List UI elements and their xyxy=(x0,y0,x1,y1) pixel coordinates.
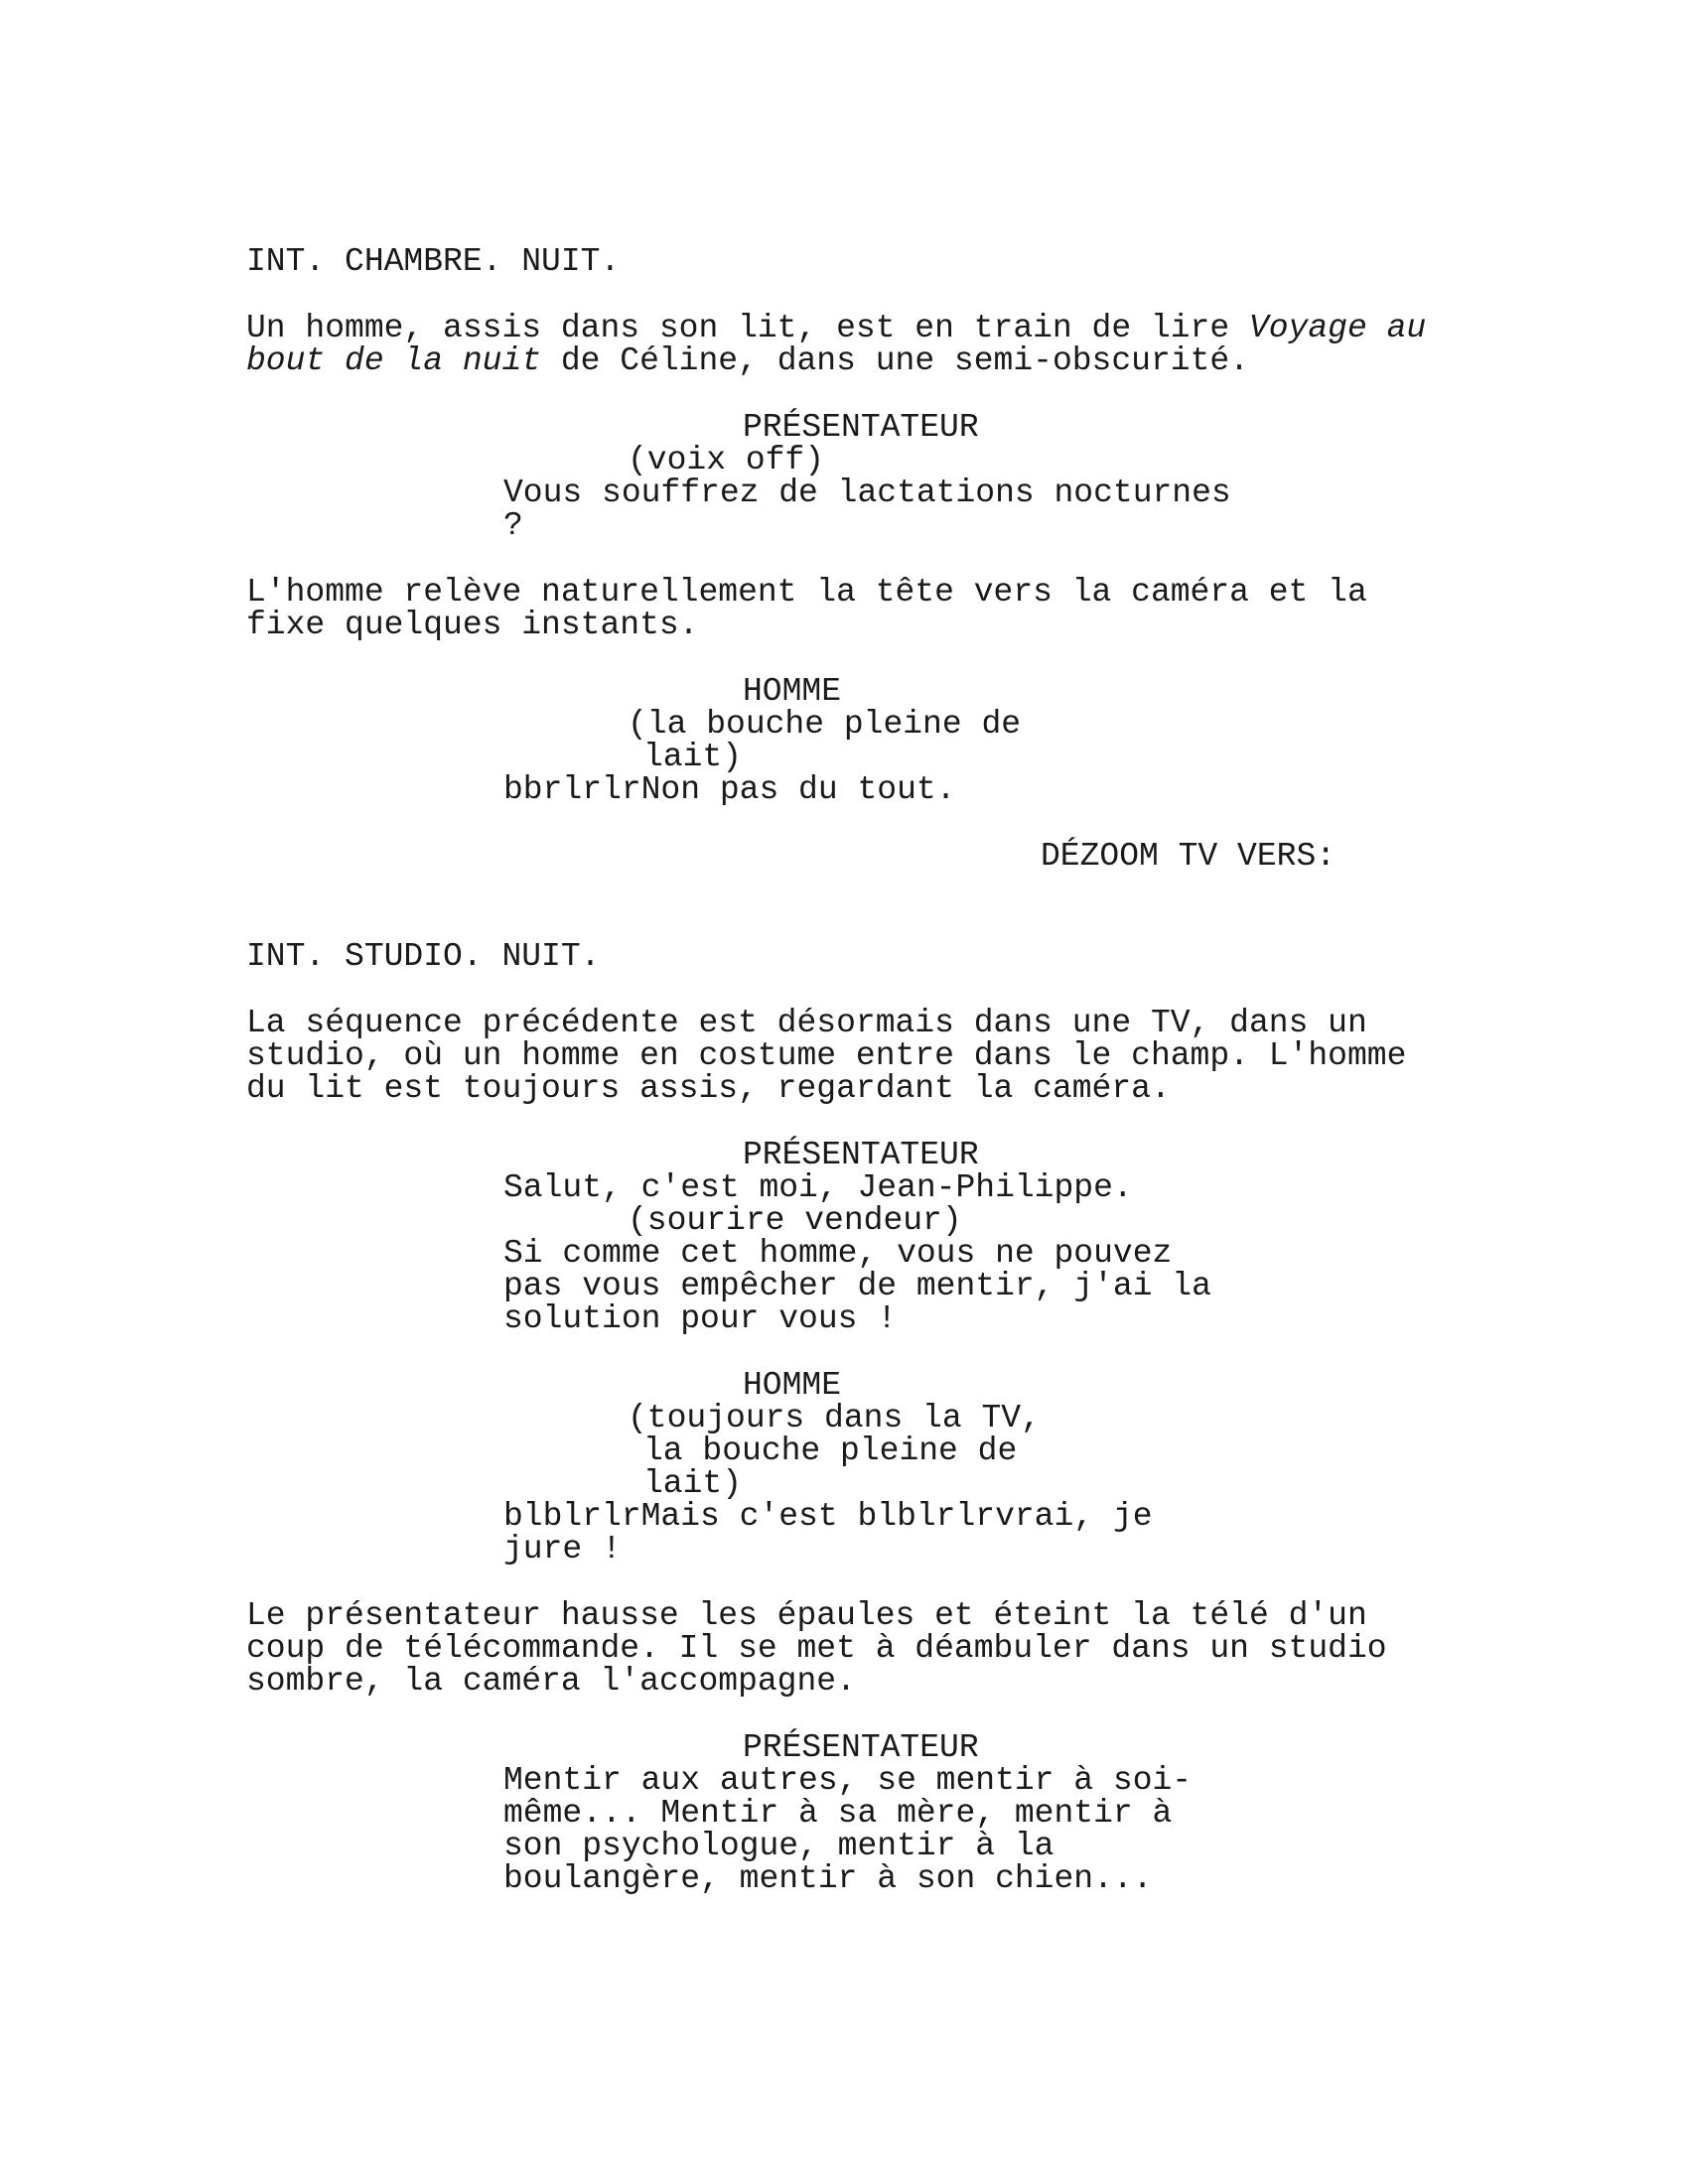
character-name: PRÉSENTATEUR xyxy=(743,1137,979,1173)
dialogue-line: Vous souffrez de lactations nocturnes xyxy=(503,475,1231,511)
dialogue-line: Mentir aux autres, se mentir à soi- xyxy=(503,1762,1193,1799)
action-line xyxy=(246,344,1249,377)
parenthetical: (la bouche pleine de xyxy=(628,706,1022,743)
action-line: du lit est toujours assis, regardant la caméra. xyxy=(246,1070,1171,1107)
scene-heading: INT. STUDIO. NUIT. xyxy=(246,938,601,975)
character-name: PRÉSENTATEUR xyxy=(743,409,979,446)
action-line: Le présentateur hausse les épaules et éteint la télé d'un xyxy=(246,1597,1367,1634)
book-title-italic: bout de la nuit xyxy=(246,342,542,379)
action-line: coup de télécommande. Il se met à déambuler dans un studio xyxy=(246,1630,1387,1667)
parenthetical: (sourire vendeur) xyxy=(628,1202,962,1239)
dialogue-line: Si comme cet homme, vous ne pouvez xyxy=(503,1235,1173,1272)
dialogue-line: Salut, c'est moi, Jean-Philippe. xyxy=(503,1169,1133,1206)
dialogue-line: blblrlrMais c'est blblrlrvrai, je xyxy=(503,1498,1153,1535)
action-line: fixe quelques instants. xyxy=(246,607,699,643)
action-line: sombre, la caméra l'accompagne. xyxy=(246,1663,856,1700)
parenthetical: (toujours dans la TV, xyxy=(628,1400,1041,1436)
action-text: de Céline, dans une semi-obscurité. xyxy=(541,342,1249,379)
dialogue-line: jure ! xyxy=(503,1531,622,1568)
dialogue-line: boulangère, mentir à son chien... xyxy=(503,1860,1153,1897)
dialogue-line: solution pour vous ! xyxy=(503,1300,898,1337)
dialogue-line: même... Mentir à sa mère, mentir à xyxy=(503,1795,1173,1832)
action-line: La séquence précédente est désormais dans une TV, dans un xyxy=(246,1005,1367,1041)
parenthetical: la bouche pleine de xyxy=(643,1433,1018,1469)
book-title-italic: Voyage au xyxy=(1248,310,1427,346)
character-name: HOMME xyxy=(743,1367,842,1404)
transition: DÉZOOM TV VERS: xyxy=(1041,838,1336,875)
dialogue-line: bbrlrlrNon pas du tout. xyxy=(503,771,956,808)
scene-heading: INT. CHAMBRE. NUIT. xyxy=(246,243,621,280)
character-name: HOMME xyxy=(743,673,842,710)
parenthetical: lait) xyxy=(643,739,743,775)
action-line xyxy=(246,312,1426,344)
action-line: L'homme relève naturellement la tête vers la caméra et la xyxy=(246,574,1367,611)
dialogue-line: ? xyxy=(503,507,523,544)
dialogue-line: pas vous empêcher de mentir, j'ai la xyxy=(503,1268,1211,1304)
dialogue-line: son psychologue, mentir à la xyxy=(503,1828,1055,1864)
action-text: Un homme, assis dans son lit, est en train de lire xyxy=(246,310,1249,346)
parenthetical: lait) xyxy=(643,1465,743,1502)
action-line: studio, où un homme en costume entre dans le champ. L'homme xyxy=(246,1037,1407,1074)
character-name: PRÉSENTATEUR xyxy=(743,1729,979,1766)
parenthetical: (voix off) xyxy=(628,442,825,478)
